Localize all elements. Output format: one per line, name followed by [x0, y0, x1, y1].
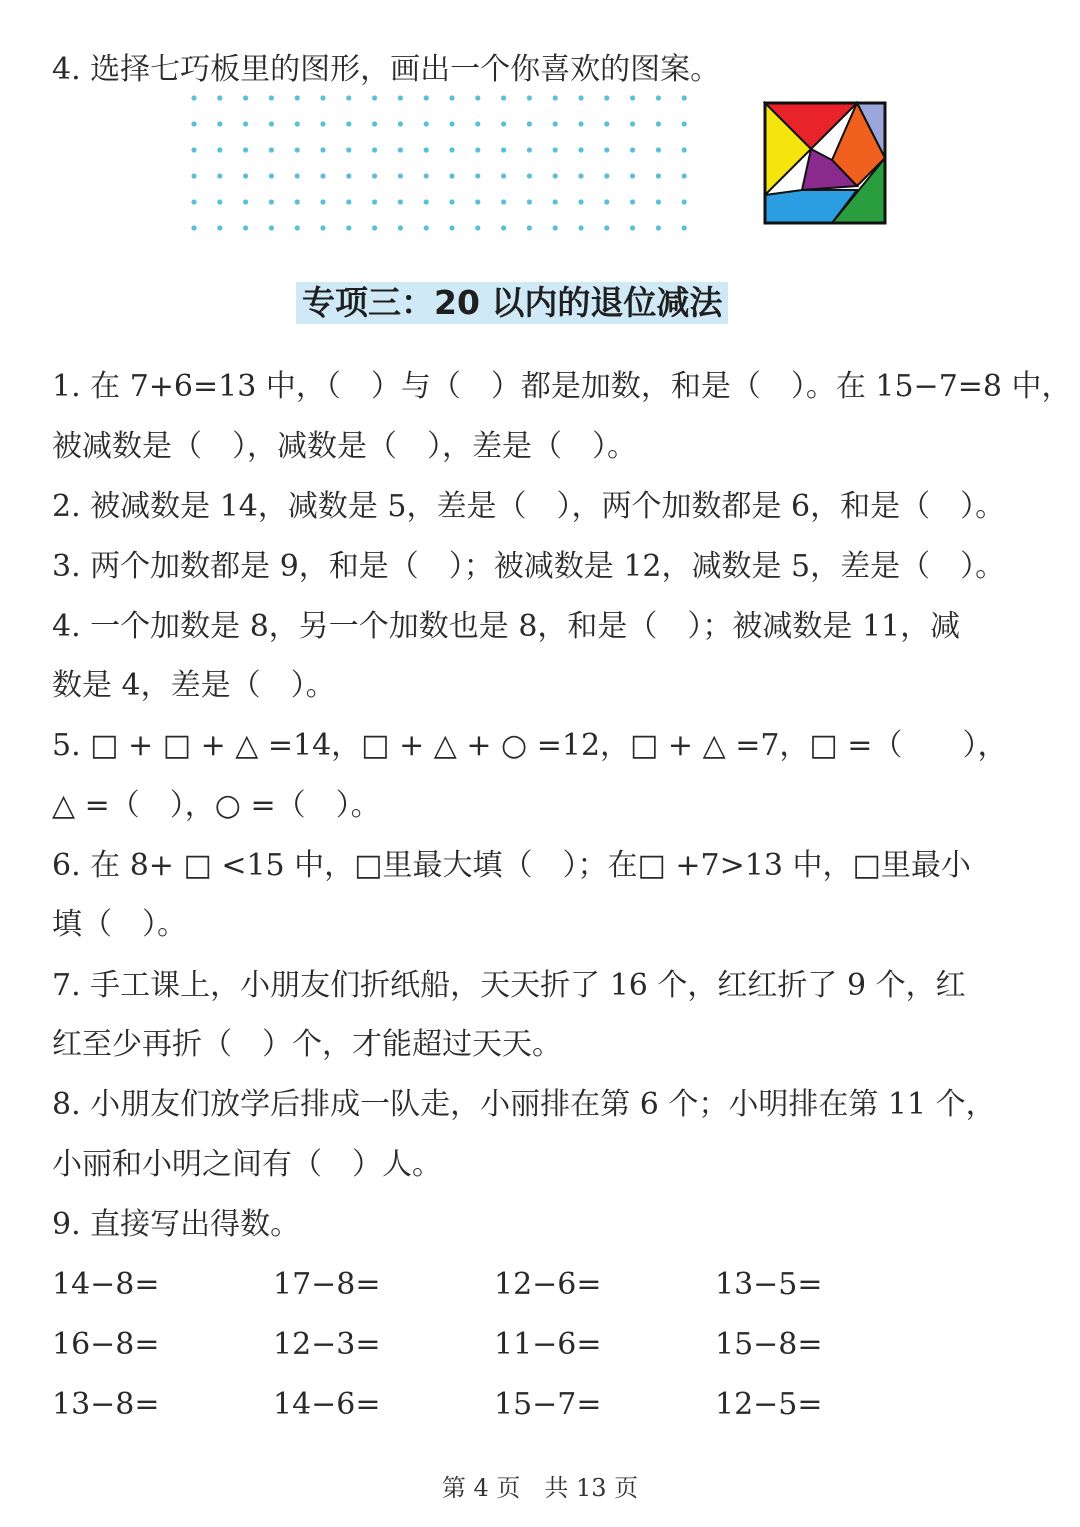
grid-dot	[630, 173, 635, 178]
calc-2-1: 16−8=	[52, 1327, 160, 1362]
grid-dot	[346, 147, 351, 152]
grid-dot	[346, 95, 351, 100]
section-title: 专项三：20 以内的退位减法	[296, 282, 728, 324]
grid-dot	[217, 147, 222, 152]
grid-dot	[424, 225, 429, 230]
calc-2-3: 11−6=	[494, 1327, 602, 1362]
grid-dot	[656, 95, 661, 100]
grid-dot	[449, 147, 454, 152]
calc-1-1: 14−8=	[52, 1267, 160, 1302]
grid-dot	[372, 95, 377, 100]
grid-dot	[682, 121, 687, 126]
grid-dot	[217, 225, 222, 230]
grid-dot	[398, 147, 403, 152]
grid-dot	[295, 199, 300, 204]
text-line-11: 7. 手工课上，小朋友们折纸船，天天折了 16 个，红红折了 9 个，红	[52, 968, 966, 1003]
grid-dot	[527, 121, 532, 126]
text-line-2: 被减数是（ ），减数是（ ），差是（ ）。	[52, 429, 637, 464]
grid-dot	[191, 199, 196, 204]
grid-dot	[346, 121, 351, 126]
calc-1-3: 12−6=	[494, 1267, 602, 1302]
grid-dot	[346, 225, 351, 230]
grid-dot	[630, 199, 635, 204]
grid-dot	[475, 199, 480, 204]
grid-dot	[449, 173, 454, 178]
grid-dot	[424, 173, 429, 178]
text-line-5: 4. 一个加数是 8，另一个加数也是 8，和是（ ）；被减数是 11，减	[52, 609, 961, 644]
grid-dot	[553, 147, 558, 152]
grid-dot	[295, 173, 300, 178]
grid-dot	[630, 121, 635, 126]
text-line-9: 6. 在 8+ □ <15 中，□里最大填（ ）；在□ +7>13 中，□里最小	[52, 848, 971, 883]
grid-dot	[320, 225, 325, 230]
grid-dot	[217, 95, 222, 100]
grid-dot	[449, 199, 454, 204]
grid-dot	[604, 225, 609, 230]
grid-dot	[217, 173, 222, 178]
grid-dot	[243, 173, 248, 178]
grid-dot	[398, 225, 403, 230]
grid-dot	[449, 225, 454, 230]
grid-dot	[501, 199, 506, 204]
text-line-7: 5. □ + □ + △ =14，□ + △ + ○ =12，□ + △ =7，□ =（ ），	[52, 728, 1008, 763]
grid-dot	[372, 225, 377, 230]
grid-dot	[604, 95, 609, 100]
grid-dot	[578, 173, 583, 178]
grid-dot	[501, 121, 506, 126]
grid-dot	[475, 95, 480, 100]
grid-dot	[269, 225, 274, 230]
grid-dot	[682, 199, 687, 204]
grid-dot	[656, 199, 661, 204]
grid-dot	[269, 173, 274, 178]
grid-dot	[372, 147, 377, 152]
grid-dot	[424, 95, 429, 100]
grid-dot	[243, 199, 248, 204]
calc-2-2: 12−3=	[273, 1327, 381, 1362]
calc-3-4: 12−5=	[715, 1387, 823, 1422]
grid-dot	[269, 121, 274, 126]
text-line-10: 填（ ）。	[52, 907, 187, 942]
grid-dot	[527, 199, 532, 204]
calc-3-1: 13−8=	[52, 1387, 160, 1422]
grid-dot	[320, 121, 325, 126]
text-line-14: 小丽和小明之间有（ ）人。	[52, 1147, 442, 1182]
grid-dot	[372, 199, 377, 204]
grid-dot	[682, 95, 687, 100]
grid-dot	[217, 199, 222, 204]
calc-1-4: 13−5=	[715, 1267, 823, 1302]
grid-dot	[553, 199, 558, 204]
grid-dot	[475, 225, 480, 230]
grid-dot	[295, 147, 300, 152]
grid-dot	[656, 173, 661, 178]
text-line-6: 数是 4，差是（ ）。	[52, 668, 336, 703]
page-footer: 第 4 页 共 13 页	[441, 1474, 639, 1502]
grid-dot	[682, 147, 687, 152]
question-4-drawing: 4. 选择七巧板里的图形，画出一个你喜欢的图案。	[52, 52, 721, 87]
grid-dot	[682, 225, 687, 230]
grid-dot	[604, 173, 609, 178]
grid-dot	[295, 95, 300, 100]
text-line-12: 红至少再折（ ）个，才能超过天天。	[52, 1027, 562, 1062]
grid-dot	[243, 147, 248, 152]
grid-dot	[553, 173, 558, 178]
grid-dot	[191, 121, 196, 126]
tangram-image	[762, 100, 888, 226]
grid-dot	[372, 173, 377, 178]
grid-dot	[553, 95, 558, 100]
grid-dot	[578, 199, 583, 204]
grid-dot	[553, 225, 558, 230]
grid-dot	[656, 225, 661, 230]
grid-dot	[449, 121, 454, 126]
grid-dot	[295, 225, 300, 230]
text-line-4: 3. 两个加数都是 9，和是（ ）；被减数是 12，减数是 5，差是（ ）。	[52, 549, 1006, 584]
calc-3-2: 14−6=	[273, 1387, 381, 1422]
dot-grid-drawing-area[interactable]	[188, 92, 698, 234]
grid-dot	[320, 147, 325, 152]
grid-dot	[269, 199, 274, 204]
grid-dot	[346, 199, 351, 204]
grid-dot	[578, 121, 583, 126]
grid-dot	[604, 121, 609, 126]
grid-dot	[578, 225, 583, 230]
grid-dot	[372, 121, 377, 126]
grid-dot	[630, 225, 635, 230]
grid-dot	[217, 121, 222, 126]
grid-dot	[475, 147, 480, 152]
grid-dot	[501, 225, 506, 230]
grid-dot	[578, 147, 583, 152]
text-line-15: 9. 直接写出得数。	[52, 1207, 301, 1242]
grid-dot	[243, 95, 248, 100]
grid-dot	[475, 173, 480, 178]
calc-3-3: 15−7=	[494, 1387, 602, 1422]
grid-dot	[604, 199, 609, 204]
grid-dot	[191, 147, 196, 152]
grid-dot	[398, 121, 403, 126]
grid-dot	[656, 147, 661, 152]
grid-dot	[398, 95, 403, 100]
grid-dot	[449, 95, 454, 100]
grid-dot	[269, 95, 274, 100]
grid-dot	[424, 199, 429, 204]
grid-dot	[656, 121, 661, 126]
grid-dot	[682, 173, 687, 178]
grid-dot	[269, 147, 274, 152]
text-line-3: 2. 被减数是 14，减数是 5，差是（ ），两个加数都是 6，和是（ ）。	[52, 489, 1006, 524]
grid-dot	[346, 173, 351, 178]
grid-dot	[295, 121, 300, 126]
calc-2-4: 15−8=	[715, 1327, 823, 1362]
grid-dot	[527, 225, 532, 230]
grid-dot	[501, 95, 506, 100]
grid-dot	[527, 95, 532, 100]
grid-dot	[243, 225, 248, 230]
grid-dot	[320, 173, 325, 178]
grid-dot	[243, 121, 248, 126]
calc-1-2: 17−8=	[273, 1267, 381, 1302]
grid-dot	[191, 173, 196, 178]
grid-dot	[320, 199, 325, 204]
text-line-1: 1. 在 7+6=13 中，（ ）与（ ）都是加数，和是（ ）。在 15−7=8 中，	[52, 369, 1072, 404]
grid-dot	[424, 121, 429, 126]
grid-dot	[191, 95, 196, 100]
grid-dot	[630, 95, 635, 100]
grid-dot	[475, 121, 480, 126]
grid-dot	[527, 147, 532, 152]
grid-dot	[553, 121, 558, 126]
text-line-8: △ =（ ），○ =（ ）。	[52, 788, 381, 823]
grid-dot	[398, 173, 403, 178]
grid-dot	[527, 173, 532, 178]
grid-dot	[424, 147, 429, 152]
grid-dot	[320, 95, 325, 100]
grid-dot	[578, 95, 583, 100]
grid-dot	[604, 147, 609, 152]
grid-dot	[398, 199, 403, 204]
grid-dot	[630, 147, 635, 152]
grid-dot	[501, 147, 506, 152]
text-line-13: 8. 小朋友们放学后排成一队走，小丽排在第 6 个；小明排在第 11 个，	[52, 1087, 996, 1122]
grid-dot	[191, 225, 196, 230]
grid-dot	[501, 173, 506, 178]
